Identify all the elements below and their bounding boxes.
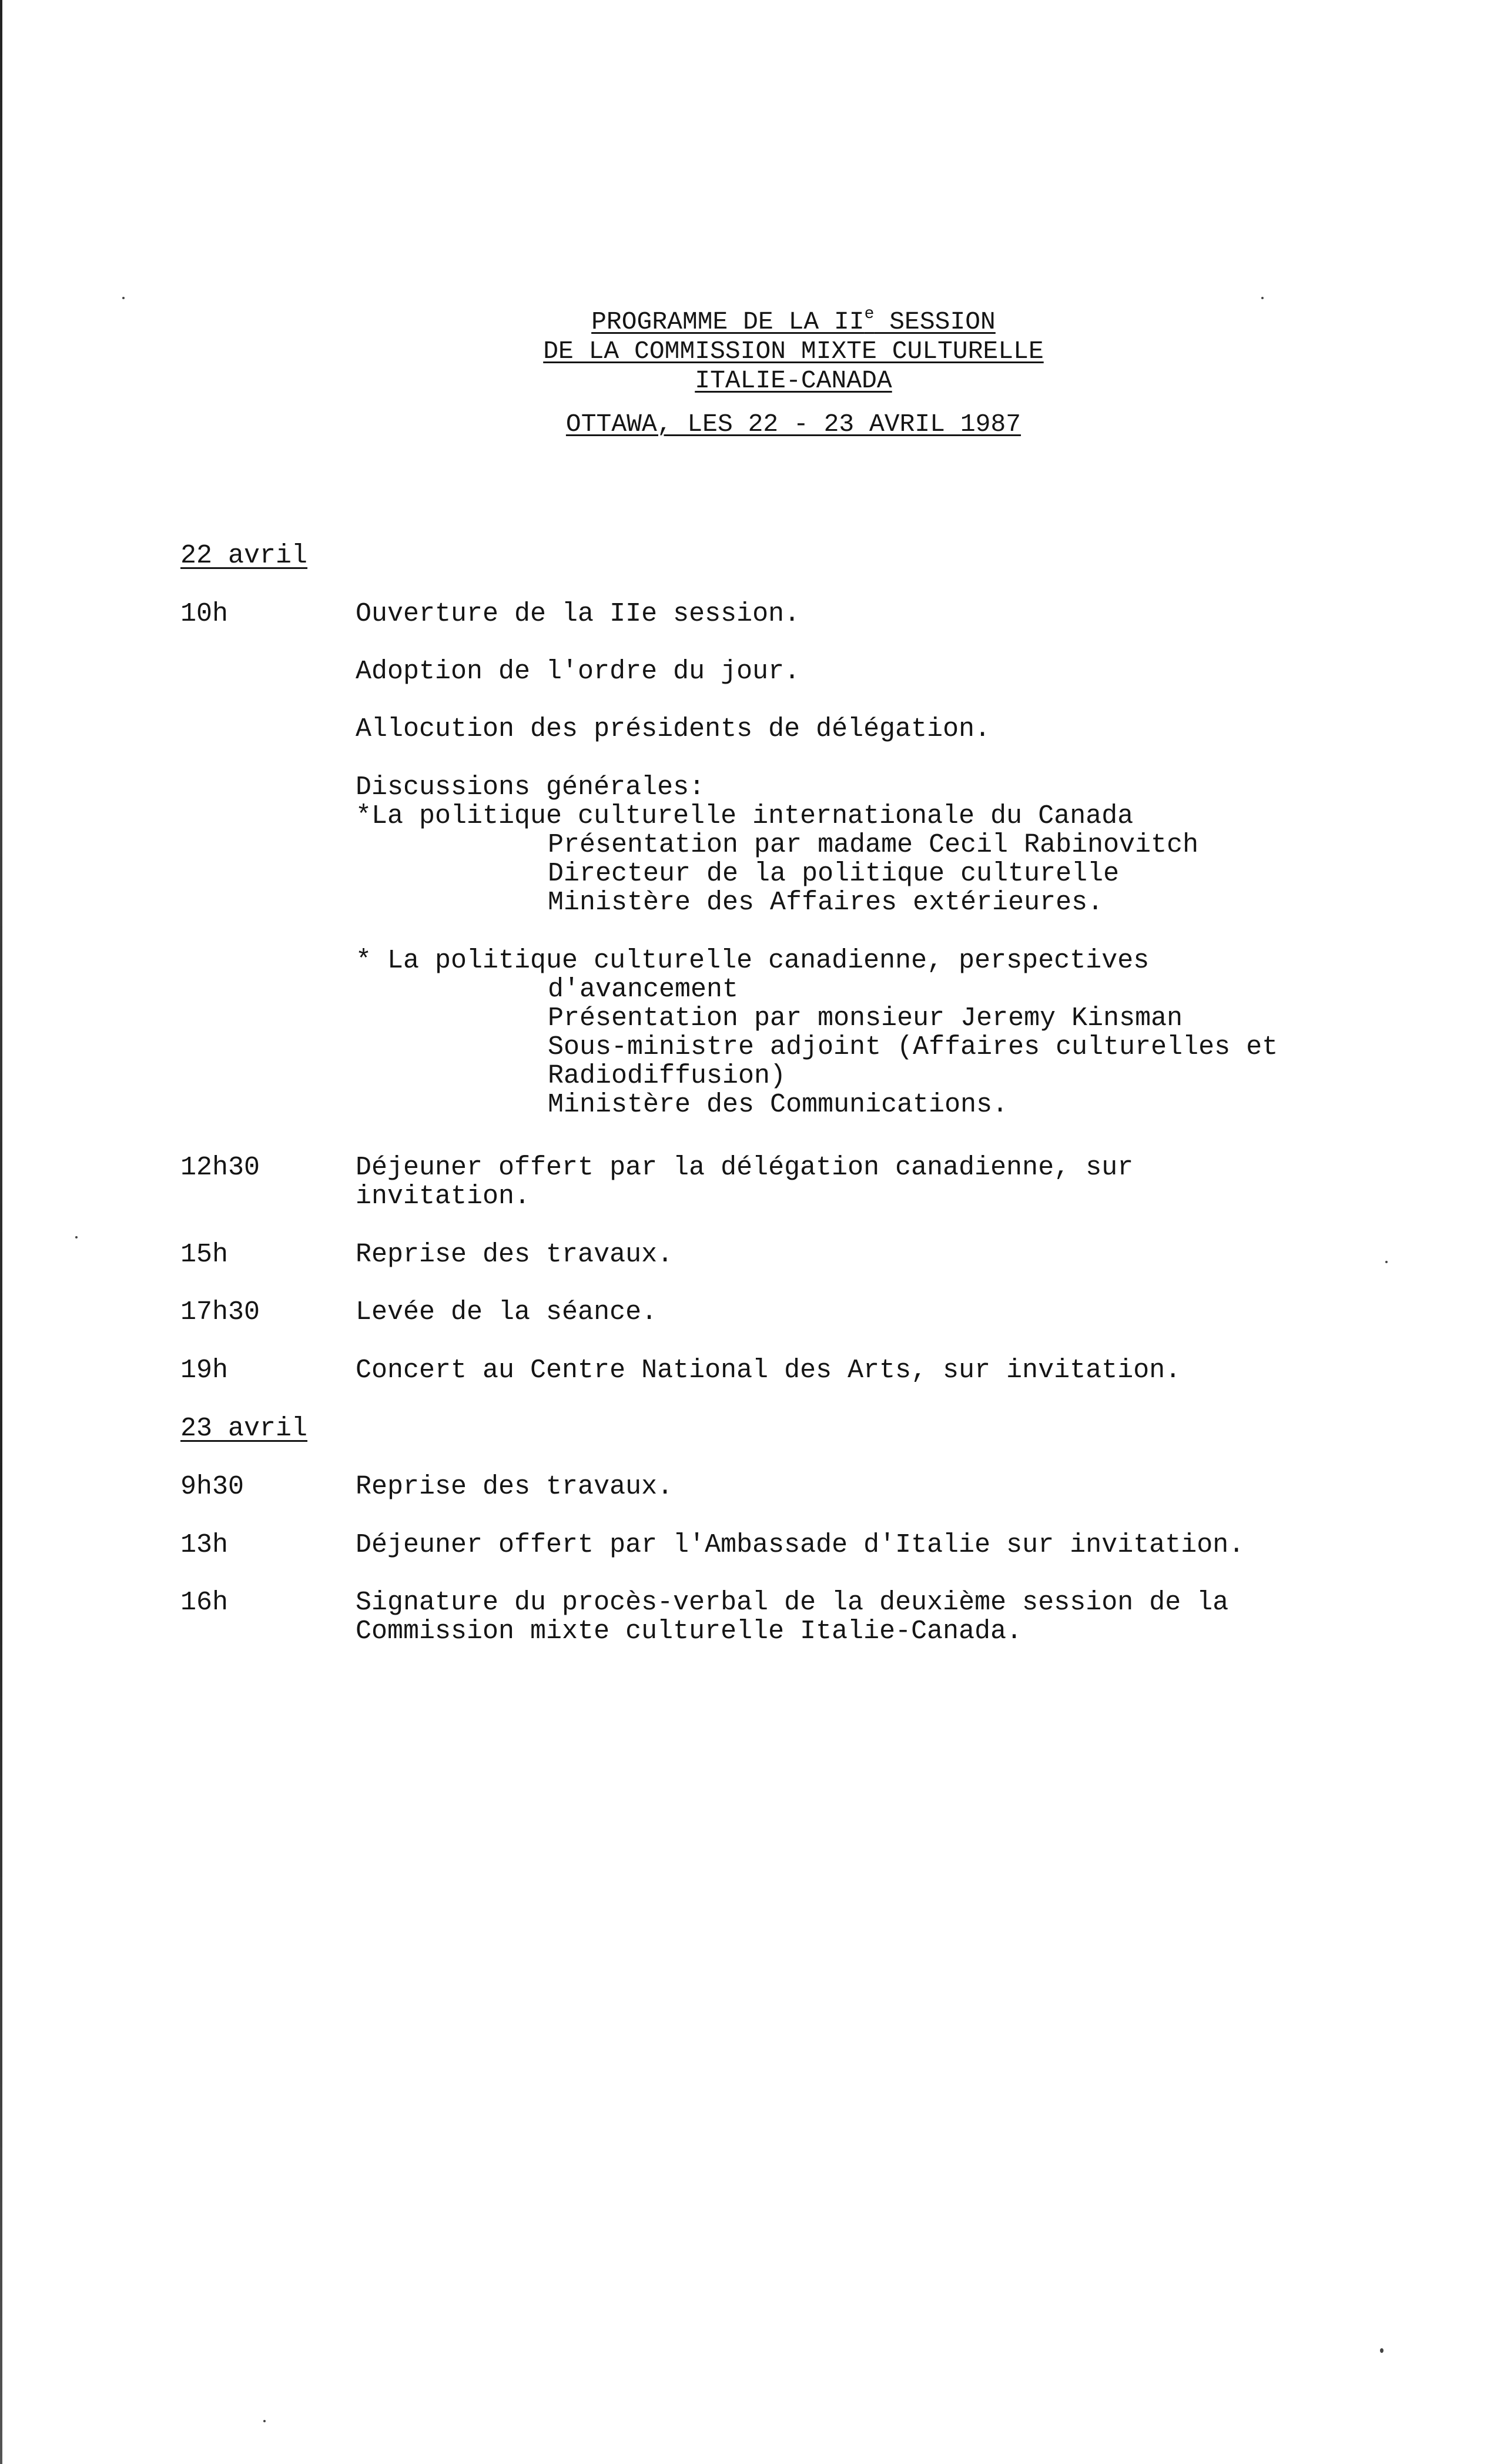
header-line-1 [411,307,1175,337]
entry-line: Discussions générales: [356,772,705,802]
entry-line: Déjeuner offert par l'Ambassade d'Italie sur invitation. [356,1530,1245,1560]
entry-description [356,1355,1181,1444]
entry-line: * La politique culturelle canadienne, perspectives [356,946,1150,976]
entry-time: 17h30 [180,1297,260,1327]
entry-line: Commission mixte culturelle Italie-Canada. [356,1616,1023,1646]
entry-line: Radiodiffusion) [548,1061,786,1091]
entry-line: Ministère des Affaires extérieures. [548,888,1104,918]
header-line-3-text: ITALIE-CANADA [695,366,892,395]
entry-line: Ministère des Communications. [548,1090,1009,1120]
scan-speck [1385,1261,1388,1263]
entry-line: Déjeuner offert par la délégation canadienne, sur [356,1153,1134,1183]
entry-time: 12h30 [180,1153,260,1183]
entry-line: invitation. [356,1181,531,1211]
header-line-2 [411,337,1175,366]
entry-line: Directeur de la politique culturelle [548,859,1120,889]
entry-time: 10h [180,599,229,629]
scan-edge [0,0,2,2464]
entry-description [356,599,1278,1120]
scan-speck [263,2420,266,2422]
entry-description [356,1588,1229,1706]
header-line-2-text: DE LA COMMISSION MIXTE CULTURELLE [543,337,1044,366]
entry-line: Reprise des travaux. [356,1240,674,1270]
day-heading: 23 avril [180,1414,308,1444]
entry-time: 19h [180,1355,229,1385]
document-header [411,307,1175,439]
scan-speck [1380,2348,1384,2353]
entry-time: 16h [180,1588,229,1618]
entry-line: Reprise des travaux. [356,1472,674,1502]
scan-speck [75,1236,78,1238]
header-date-line [411,410,1175,439]
entry-time: 13h [180,1530,229,1560]
header-superscript: e [864,305,875,323]
entry-line: Concert au Centre National des Arts, sur invitation. [356,1355,1181,1385]
entry-line: d'avancement [548,975,739,1005]
entry-line: Allocution des présidents de délégation. [356,714,991,744]
entry-line: Adoption de l'ordre du jour. [356,657,800,687]
entry-line: *La politique culturelle internationale du Canada [356,801,1134,831]
entry-time: 9h30 [180,1472,244,1502]
header-line-3 [411,366,1175,396]
scan-speck [122,297,125,299]
entry-time: 15h [180,1240,229,1270]
header-line-1-text: PROGRAMME DE LA II [591,307,865,336]
header-line-1-end: SESSION [874,307,996,336]
scan-speck [1261,297,1264,299]
entry-line: Levée de la séance. [356,1297,658,1327]
entry-line: Présentation par madame Cecil Rabinovitch [548,830,1199,860]
entry-line: Signature du procès-verbal de la deuxième session de la [356,1588,1229,1618]
header-date-text: OTTAWA, LES 22 - 23 AVRIL 1987 [565,410,1021,438]
entry-line: Présentation par monsieur Jeremy Kinsman [548,1003,1183,1033]
entry-line: Sous-ministre adjoint (Affaires culturelles et [548,1032,1278,1062]
day-heading: 22 avril [180,541,308,571]
entry-line: Ouverture de la IIe session. [356,599,800,629]
